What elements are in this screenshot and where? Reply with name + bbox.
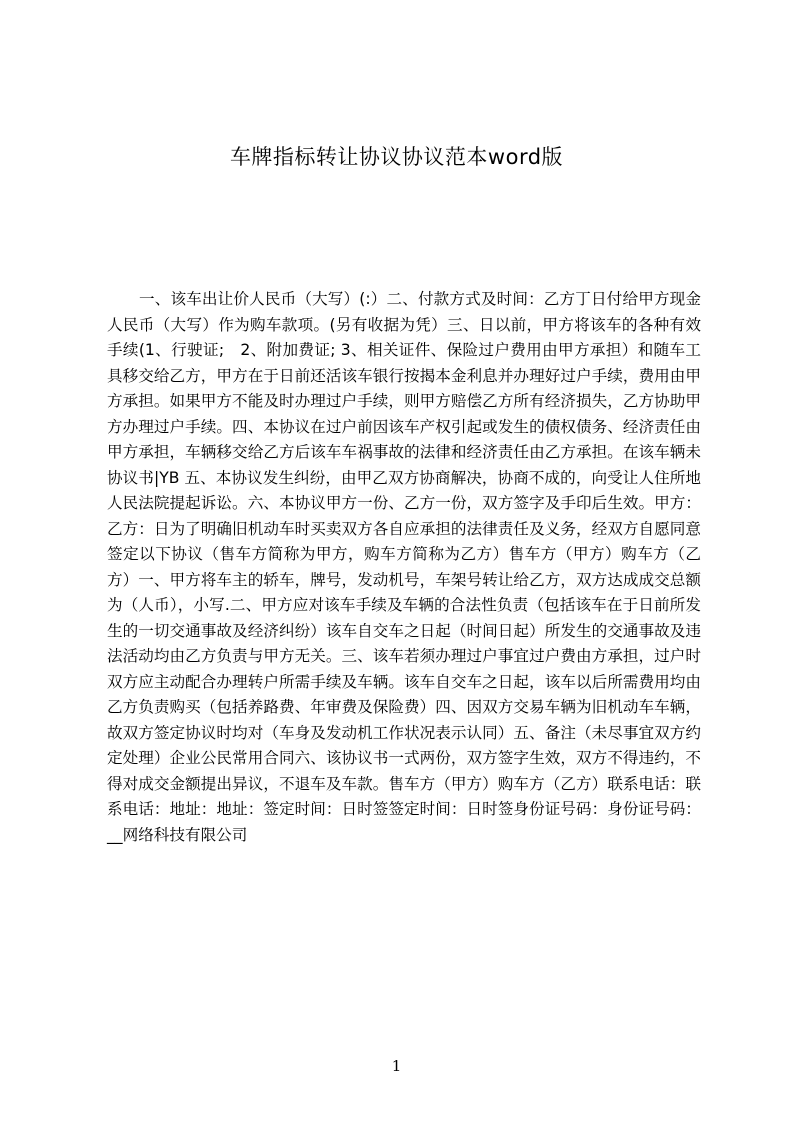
document-body-paragraph: 一、该车出让价人民币（大写）(:）二、付款方式及时间：乙方丁日付给甲方现金人民币（大写）作为购车款项。(另有收据为凭）三、日以前，甲方将该车的各种有效手续(1、行驶证; 2、附加费证; 3、相关证件、保险过户费用由甲方承担）和随车工具移交给乙方，甲方在于日前还活该车银行按揭本金利息并办理好过户手续，费用由甲方承担。如果甲方不能及时办理过户手续，则甲方赔偿乙方所有经济损失，乙方协助甲方办理过户手续。四、本协议在过户前因该车产权引起或发生的债权债务、经济责任由甲方承担，车辆移交给乙方后该车车祸事故的法律和经济责任由乙方承担。在该车辆未协议书|YB 五、本协议发生纠纷，由甲乙双方协商解决，协商不成的，向受让人住所地人民法院提起诉讼。六、本协议甲方一份、乙方一份，双方签字及手印后生效。甲方：乙方：日为了明确旧机动车时买卖双方各自应承担的法律责任及义务，经双方自愿同意签定以下协议（售车方简称为甲方，购车方简称为乙方）售车方（甲方）购车方（乙方）一、甲方将车主的轿车，牌号，发动机号，车架号转让给乙方，双方达成成交总额为（人币），小写.二、甲方应对该车手续及车辆的合法性负责（包括该车在于日前所发生的一切交通事故及经济纠纷）该车自交车之日起（时间日起）所发生的交通事故及违法活动均由乙方负责与甲方无关。三、该车若须办理过户事宜过户费由方承担，过户时双方应主动配合办理转户所需手续及车辆。该车自交车之日起，该车以后所需费用均由乙方负责购买（包括养路费、年审费及保险费）四、因双方交易车辆为旧机动车车辆，故双方签定协议时均对（车身及发动机工作状况表示认同）五、备注（未尽事宜双方约定处理）企业公民常用合同六、该协议书一式两份，双方签字生效，双方不得违约，不得对成交金额提出异议，不退车及车款。售车方（甲方）购车方（乙方）联系电话：联系电话：地址：地址：签定时间：日时签签定时间：日时签身份证号码：身份证号码：__网络科技有限公司 <box>107 290 701 844</box>
document-title: 车牌指标转让协议协议范本word版 <box>229 145 564 169</box>
page-number: 1 <box>391 1057 402 1075</box>
